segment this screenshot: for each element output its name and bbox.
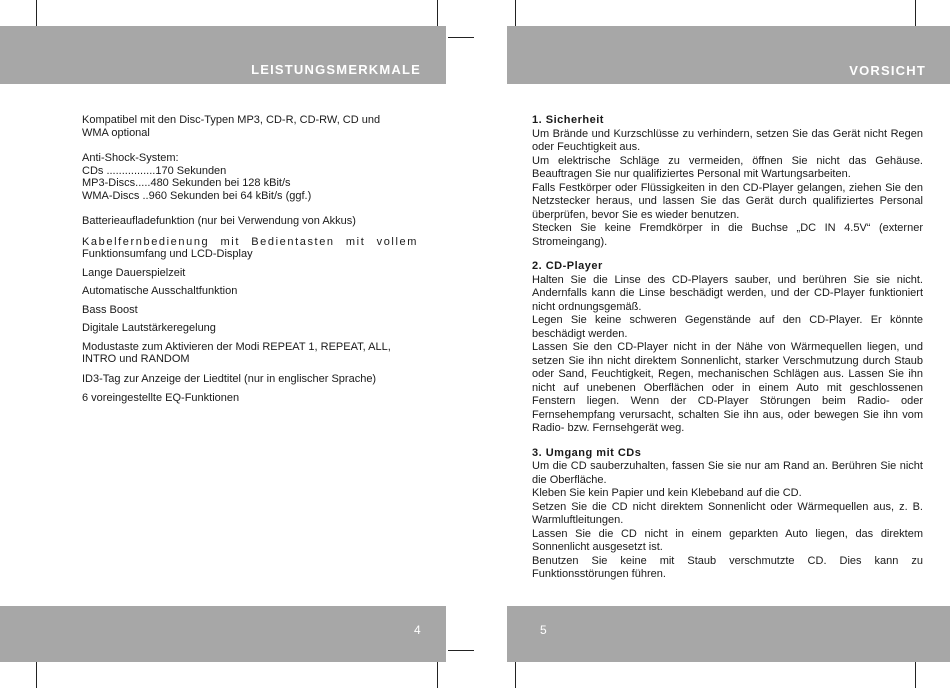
feature-line: 6 voreingestellte EQ-Funktionen <box>82 392 240 404</box>
feature-line: Funktionsumfang und LCD-Display <box>82 248 253 260</box>
feature-line: CDs ................170 Sekunden <box>82 164 227 177</box>
left-header-title: LEISTUNGSMERKMALE <box>251 62 421 77</box>
feature-line: Kabelfernbedienung mit Bedientasten mit vollem <box>82 235 418 248</box>
section-heading: 1. Sicherheit <box>532 114 604 126</box>
section-paragraph: Um elektrische Schläge zu vermeiden, öffnen Sie nicht das Gehäuse. Beauftragen Sie nur qualifiziertes Personal mit Wartungsarbeiten. <box>532 154 923 180</box>
feature-item <box>82 236 418 261</box>
section-paragraph: Um die CD sauberzuhalten, fassen Sie sie nur am Rand an. Berühren Sie nicht die Oberfläche. <box>532 460 923 486</box>
feature-item <box>82 392 418 405</box>
feature-item <box>82 215 418 228</box>
section-paragraph: Kleben Sie kein Papier und kein Klebeband auf die CD. <box>532 487 802 499</box>
feature-item <box>82 322 418 335</box>
feature-item <box>82 341 418 366</box>
section-paragraph: Stecken Sie keine Fremdkörper in die Buchse „DC IN 4.5V“ (externer Stromeingang). <box>532 222 923 248</box>
feature-item <box>82 285 418 298</box>
caution-content <box>532 114 923 593</box>
right-header-title: VORSICHT <box>849 63 926 78</box>
crop-mark <box>448 650 474 651</box>
feature-line: MP3-Discs.....480 Sekunden bei 128 kBit/s <box>82 177 291 189</box>
feature-item <box>82 152 418 202</box>
caution-section <box>532 447 923 582</box>
feature-line: Digitale Lautstärkeregelung <box>82 322 216 334</box>
feature-line: Bass Boost <box>82 303 138 316</box>
section-heading: 3. Umgang mit CDs <box>532 446 642 459</box>
caution-section <box>532 114 923 249</box>
right-page-number: 5 <box>540 623 547 637</box>
section-paragraph: Um Brände und Kurzschlüsse zu verhindern, setzen Sie das Gerät nicht Regen oder Feuchtigkeit aus. <box>532 127 923 153</box>
crop-mark <box>448 37 474 38</box>
left-page-number: 4 <box>414 623 421 637</box>
feature-item <box>82 304 418 317</box>
feature-line: Batterieaufladefunktion (nur bei Verwendung von Akkus) <box>82 215 356 227</box>
crop-mark <box>515 660 516 688</box>
section-paragraph: Lassen Sie den CD-Player nicht in der Nähe von Wärmequellen liegen, und setzen Sie ihn nicht direktem Sonnenlicht, starker Verschmutzung durch Staub oder Sand, Feuchtigkeit, Regen, mechanischen Schlägen aus. Lassen Sie ihn nicht auf unebenen Oberflächen oder in einem Auto mit geschlossenen Fenstern liegen. Wenn der CD-Player Störungen beim Radio- oder Fernsehempfang verursacht, schalten Sie ihn aus, oder bewegen Sie ihn vom Radio- bzw. Fernsehgerät weg. <box>532 341 923 434</box>
section-heading: 2. CD-Player <box>532 260 603 272</box>
caution-section <box>532 260 923 436</box>
section-paragraph: Halten Sie die Linse des CD-Players sauber, und berühren Sie sie nicht. Andernfalls kann die Linse beschädigt werden, und der CD-Player funktioniert nicht ordnungsgemäß. <box>532 273 923 313</box>
feature-line: Anti-Shock-System: <box>82 152 179 164</box>
feature-line: WMA optional <box>82 126 150 139</box>
section-paragraph: Setzen Sie die CD nicht direktem Sonnenlicht oder Wärmequellen aus, z. B. Warmluftleitungen. <box>532 500 923 526</box>
feature-line: Modustaste zum Aktivieren der Modi REPEAT 1, REPEAT, ALL, <box>82 340 391 353</box>
crop-mark <box>915 660 916 688</box>
section-paragraph: Benutzen Sie keine mit Staub verschmutzte CD. Dies kann zu Funktionsstörungen führen. <box>532 554 923 580</box>
feature-line: Lange Dauerspielzeit <box>82 266 186 279</box>
right-footer-band <box>507 606 950 662</box>
feature-line: WMA-Discs ..960 Sekunden bei 64 kBit/s (ggf.) <box>82 189 312 202</box>
feature-item <box>82 267 418 280</box>
section-paragraph: Legen Sie keine schweren Gegenstände auf den CD-Player. Er könnte beschädigt werden. <box>532 314 923 340</box>
feature-line: INTRO und RANDOM <box>82 353 190 365</box>
feature-item <box>82 373 418 386</box>
crop-mark <box>437 660 438 688</box>
left-header-band <box>0 26 446 84</box>
section-paragraph: Falls Festkörper oder Flüssigkeiten in den CD-Player gelangen, ziehen Sie den Netzstecker heraus, und lassen Sie das Gerät durch qualifiziertes Personal überprüfen, bevor Sie es wieder benutzen. <box>532 181 923 221</box>
crop-mark <box>36 660 37 688</box>
feature-item <box>82 114 418 139</box>
right-header-band <box>507 26 950 84</box>
features-list <box>82 114 418 405</box>
feature-line: Kompatibel mit den Disc-Typen MP3, CD-R, CD-RW, CD und <box>82 114 381 126</box>
feature-line: ID3-Tag zur Anzeige der Liedtitel (nur in englischer Sprache) <box>82 372 377 385</box>
section-paragraph: Lassen Sie die CD nicht in einem geparkten Auto liegen, das direktem Sonnenlicht ausgesetzt ist. <box>532 527 923 553</box>
left-footer-band <box>0 606 446 662</box>
feature-line: Automatische Ausschaltfunktion <box>82 285 238 297</box>
